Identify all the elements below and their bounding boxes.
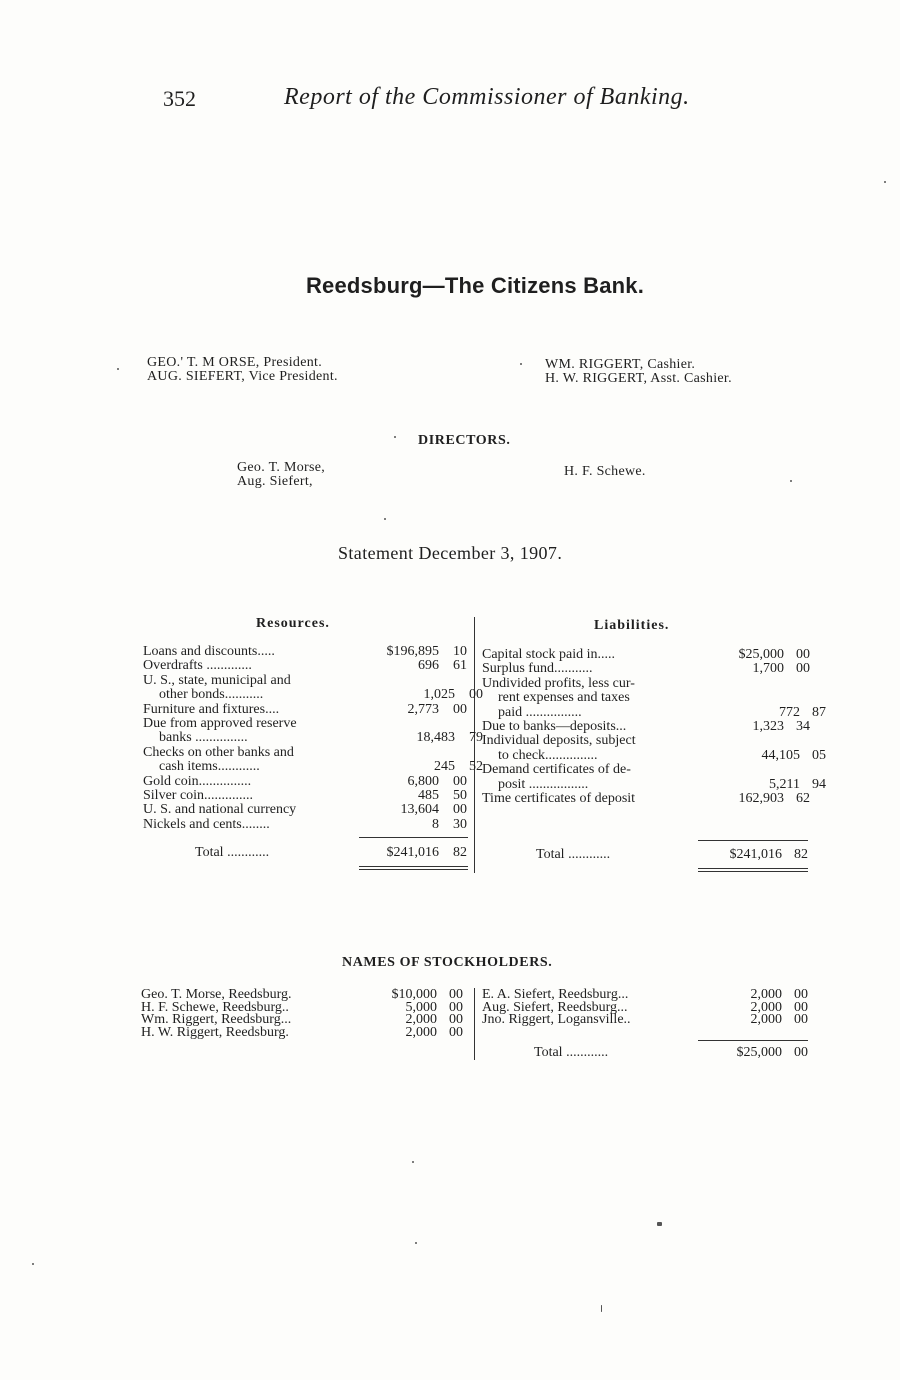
row-amount: 44,105 bbox=[761, 747, 800, 763]
row-cents: 00 bbox=[453, 701, 467, 717]
scan-speck bbox=[601, 1305, 602, 1312]
stockholder-name: Aug. Siefert, Reedsburg... bbox=[482, 999, 628, 1015]
row-label: U. S. and national currency bbox=[143, 803, 297, 818]
row-label: other bonds........... bbox=[159, 688, 264, 703]
table-row bbox=[482, 778, 826, 792]
row-amount bbox=[359, 674, 439, 688]
row-label: Time certificates of deposit bbox=[482, 791, 636, 806]
row-cents: 10 bbox=[453, 644, 467, 659]
table-row bbox=[143, 775, 483, 789]
row-cents: 79 bbox=[469, 730, 483, 746]
row-cents bbox=[784, 677, 810, 691]
liabilities-double-rule bbox=[698, 871, 808, 872]
table-row bbox=[482, 763, 826, 777]
stockholders-left bbox=[141, 989, 463, 1040]
scan-speck bbox=[384, 518, 386, 520]
scan-speck bbox=[32, 1263, 34, 1265]
directors-heading: DIRECTORS. bbox=[418, 433, 511, 448]
table-row bbox=[143, 688, 483, 702]
table-row bbox=[482, 677, 826, 691]
row-cents bbox=[784, 763, 810, 777]
row-cents bbox=[439, 717, 467, 731]
stockholder-cents: 00 bbox=[449, 1025, 463, 1041]
resources-double-rule bbox=[359, 869, 468, 870]
row-cents: 34 bbox=[796, 718, 810, 734]
stockholder-amount: 2,000 bbox=[405, 1025, 437, 1041]
officer-vice-president: AUG. SIEFERT, Vice President. bbox=[147, 369, 338, 384]
stockholders-heading: NAMES OF STOCKHOLDERS. bbox=[342, 955, 553, 970]
liabilities-total bbox=[536, 847, 808, 863]
row-amount: $25,000 bbox=[738, 647, 784, 662]
table-row bbox=[143, 789, 483, 803]
total-cents: 82 bbox=[453, 845, 467, 860]
scan-speck bbox=[520, 363, 522, 365]
stockholder-name: Jno. Riggert, Logansville.. bbox=[482, 1012, 631, 1028]
row-cents: 00 bbox=[469, 687, 483, 703]
row-label: Nickels and cents........ bbox=[143, 817, 270, 832]
table-row bbox=[482, 734, 826, 748]
row-cents: 62 bbox=[796, 790, 810, 806]
row-amount bbox=[698, 734, 784, 748]
scan-speck bbox=[394, 436, 396, 438]
row-amount: 1,025 bbox=[423, 687, 455, 703]
table-row bbox=[482, 792, 826, 806]
table-row bbox=[143, 746, 483, 760]
total-amount: $241,016 bbox=[729, 847, 782, 862]
table-row bbox=[143, 703, 483, 717]
row-amount bbox=[359, 717, 439, 731]
scan-speck bbox=[412, 1161, 414, 1163]
row-label: Demand certificates of de- bbox=[482, 763, 631, 778]
stockholder-name: Geo. T. Morse, Reedsburg. bbox=[141, 987, 292, 1002]
total-amount: $241,016 bbox=[386, 845, 439, 860]
liabilities-heading: Liabilities. bbox=[594, 618, 670, 633]
director-name: Aug. Siefert, bbox=[237, 474, 313, 489]
row-label: posit ................. bbox=[498, 777, 589, 792]
running-head: Report of the Commissioner of Banking. bbox=[284, 84, 690, 110]
stockholder-name: Wm. Riggert, Reedsburg... bbox=[141, 1012, 292, 1028]
row-label: paid ................ bbox=[498, 705, 582, 720]
row-cents: 00 bbox=[453, 802, 467, 818]
row-amount: 162,903 bbox=[738, 790, 784, 806]
directors-left bbox=[237, 461, 325, 489]
statement-date: Statement December 3, 1907. bbox=[338, 543, 563, 563]
row-amount bbox=[359, 746, 439, 760]
row-label: U. S., state, municipal and bbox=[143, 673, 291, 688]
table-row bbox=[482, 691, 826, 705]
row-label: banks ............... bbox=[159, 731, 248, 746]
stockholder-amount: 5,000 bbox=[405, 999, 437, 1015]
officer-president: GEO.' T. M ORSE, President. bbox=[147, 355, 322, 370]
row-amount: 13,604 bbox=[400, 802, 439, 818]
resources-total-rule bbox=[359, 837, 468, 838]
stockholders-total bbox=[534, 1045, 808, 1061]
stockholder-amount: 2,000 bbox=[750, 1012, 782, 1028]
row-amount: 2,773 bbox=[407, 701, 439, 717]
table-row bbox=[143, 760, 483, 774]
row-cents: 87 bbox=[812, 704, 826, 720]
row-amount: 1,323 bbox=[752, 718, 784, 734]
table-row bbox=[482, 749, 826, 763]
row-amount: 1,700 bbox=[752, 661, 784, 677]
total-label: Total ............ bbox=[534, 1045, 609, 1060]
total-label: Total ............ bbox=[536, 847, 611, 862]
stockholder-name: H. F. Schewe, Reedsburg.. bbox=[141, 999, 289, 1015]
director-name: H. F. Schewe. bbox=[564, 464, 646, 479]
row-label: Due from approved reserve bbox=[143, 716, 297, 731]
table-row bbox=[143, 803, 483, 817]
row-amount: 5,211 bbox=[769, 776, 800, 792]
bank-title: Reedsburg—The Citizens Bank. bbox=[305, 273, 645, 298]
row-cents: 00 bbox=[796, 647, 810, 662]
row-label: Loans and discounts..... bbox=[143, 645, 275, 659]
stockholder-name: E. A. Siefert, Reedsburg... bbox=[482, 987, 629, 1002]
stockholder-amount: 2,000 bbox=[405, 1012, 437, 1028]
stockholders-divider bbox=[474, 988, 475, 1060]
scan-speck bbox=[790, 480, 792, 482]
officer-cashier: WM. RIGGERT, Cashier. bbox=[545, 357, 696, 372]
row-label: Due to banks—deposits... bbox=[482, 719, 627, 734]
liabilities-total-rule bbox=[698, 840, 808, 841]
officer-asst-cashier: H. W. RIGGERT, Asst. Cashier. bbox=[545, 371, 732, 386]
row-amount: $196,895 bbox=[386, 644, 439, 659]
row-amount bbox=[698, 677, 784, 691]
directors-right bbox=[564, 465, 646, 479]
total-label: Total ............ bbox=[195, 845, 270, 860]
stockholders-right bbox=[482, 989, 808, 1027]
row-cents: 61 bbox=[453, 658, 467, 674]
row-label: Gold coin............... bbox=[143, 774, 252, 789]
row-cents: 52 bbox=[469, 759, 483, 775]
row-amount: 772 bbox=[779, 704, 800, 720]
stockholder-cents: 00 bbox=[794, 1012, 808, 1028]
director-name: Geo. T. Morse, bbox=[237, 460, 326, 475]
row-label: rent expenses and taxes bbox=[498, 691, 630, 706]
row-label: Undivided profits, less cur- bbox=[482, 676, 635, 691]
table-row bbox=[143, 731, 483, 745]
stockholder-amount: $10,000 bbox=[391, 987, 437, 1002]
row-cents bbox=[439, 674, 467, 688]
row-amount: 18,483 bbox=[416, 730, 455, 746]
table-row bbox=[482, 706, 826, 720]
stockholder-cents: 00 bbox=[449, 999, 463, 1015]
scan-speck bbox=[415, 1242, 417, 1244]
stockholder-cents: 00 bbox=[794, 999, 808, 1015]
table-row bbox=[482, 662, 826, 676]
row-amount: 485 bbox=[418, 787, 439, 803]
total-amount: $25,000 bbox=[736, 1045, 782, 1060]
total-cents: 00 bbox=[794, 1045, 808, 1060]
list-item bbox=[141, 1027, 463, 1040]
liabilities-table bbox=[482, 648, 826, 806]
row-label: Overdrafts ............. bbox=[143, 659, 252, 674]
row-label: Surplus fund........... bbox=[482, 662, 593, 677]
row-cents bbox=[800, 691, 826, 705]
total-cents: 82 bbox=[794, 847, 808, 862]
row-label: Silver coin.............. bbox=[143, 788, 254, 803]
page-number: 352 bbox=[163, 86, 196, 111]
stockholder-cents: 00 bbox=[449, 1012, 463, 1028]
row-cents: 00 bbox=[796, 661, 810, 677]
row-amount bbox=[698, 763, 784, 777]
row-cents: 05 bbox=[812, 747, 826, 763]
stockholder-name: H. W. Riggert, Reedsburg. bbox=[141, 1025, 289, 1041]
row-label: Individual deposits, subject bbox=[482, 734, 636, 749]
stockholders-total-rule bbox=[698, 1040, 808, 1041]
resources-heading: Resources. bbox=[256, 616, 330, 631]
table-row bbox=[143, 717, 483, 731]
stockholder-cents: 00 bbox=[449, 987, 463, 1002]
table-row bbox=[143, 645, 483, 659]
row-cents bbox=[784, 734, 810, 748]
row-cents: 00 bbox=[453, 773, 467, 789]
row-cents bbox=[439, 746, 467, 760]
row-amount: 8 bbox=[432, 816, 439, 832]
row-amount bbox=[714, 691, 800, 705]
row-label: Checks on other banks and bbox=[143, 745, 294, 760]
table-row bbox=[143, 818, 483, 832]
scan-speck bbox=[884, 181, 886, 183]
scan-speck bbox=[657, 1222, 662, 1226]
list-item bbox=[482, 1014, 808, 1027]
row-cents: 30 bbox=[453, 816, 467, 832]
row-label: to check............... bbox=[498, 748, 598, 763]
resources-total bbox=[195, 845, 467, 861]
table-row bbox=[143, 674, 483, 688]
table-row bbox=[482, 720, 826, 734]
table-row bbox=[143, 659, 483, 673]
stockholder-amount: 2,000 bbox=[750, 987, 782, 1002]
officers-right bbox=[545, 358, 732, 386]
table-row bbox=[482, 648, 826, 662]
stockholder-amount: 2,000 bbox=[750, 999, 782, 1015]
row-amount: 696 bbox=[418, 658, 439, 674]
resources-double-rule bbox=[359, 866, 468, 867]
row-cents: 50 bbox=[453, 787, 467, 803]
scan-speck bbox=[117, 368, 119, 370]
row-label: Furniture and fixtures.... bbox=[143, 702, 280, 717]
officers-left bbox=[147, 356, 338, 384]
liabilities-double-rule bbox=[698, 868, 808, 869]
row-label: Capital stock paid in..... bbox=[482, 648, 615, 662]
row-cents: 94 bbox=[812, 776, 826, 792]
row-amount: 6,800 bbox=[407, 773, 439, 789]
row-label: cash items............ bbox=[159, 760, 260, 775]
resources-table bbox=[143, 645, 483, 832]
stockholder-cents: 00 bbox=[794, 987, 808, 1002]
row-amount: 245 bbox=[434, 759, 455, 775]
